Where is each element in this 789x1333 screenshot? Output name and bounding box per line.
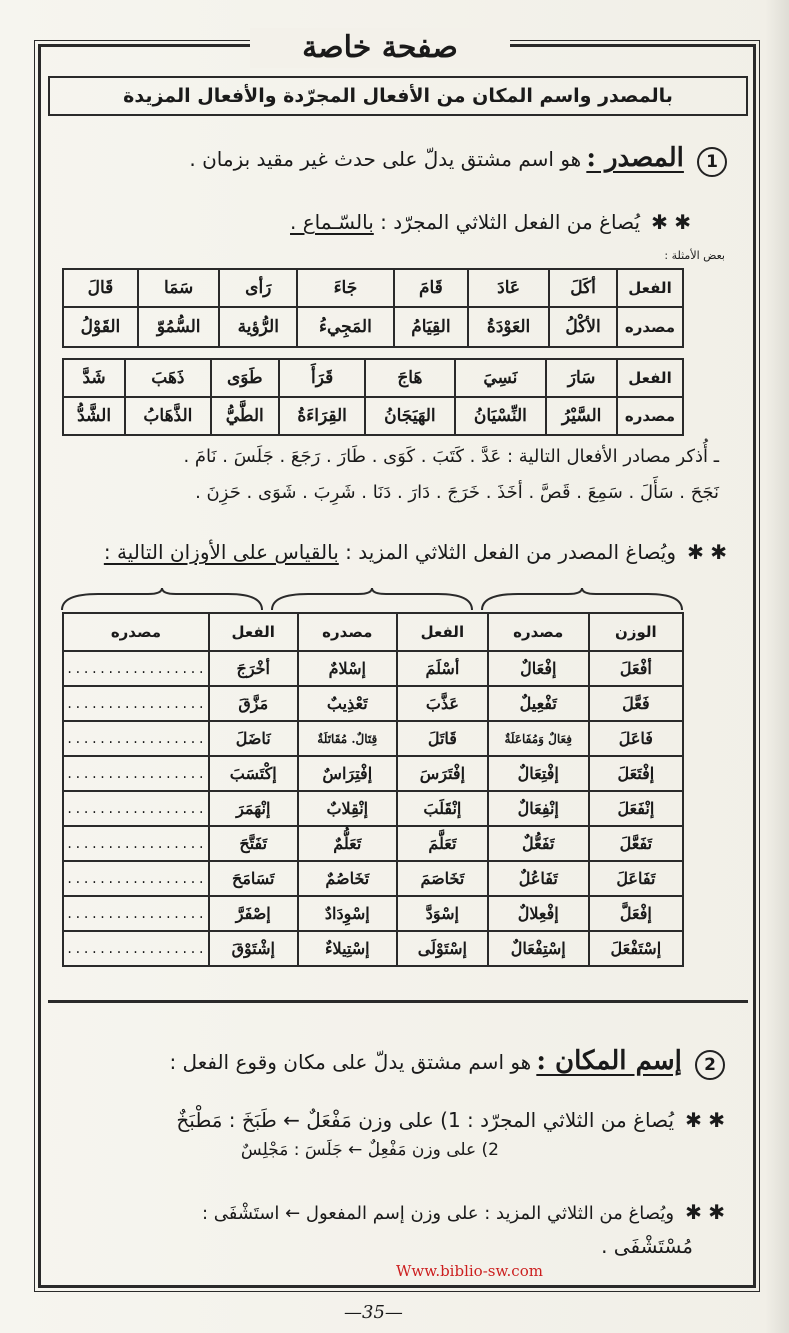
table-cell: الطَّيُّ [211,397,279,435]
table-cell: رَأى [219,269,297,307]
table-cell: شَدَّ [63,359,125,397]
table-row [63,721,683,756]
table-cell: عَادَ [468,269,549,307]
column-header: الوزن [589,613,683,651]
blank-answer-cell: ................. [63,686,209,721]
table-cell: القِرَاءَةُ [279,397,365,435]
table-cell: قَالَ [63,269,138,307]
watermark-url: Www.biblio-sw.com [396,1262,543,1280]
page-title: صفحة خاصة [250,28,510,68]
makan-definition: هو اسم مشتق يدلّ على مكان وقوع الفعل : [169,1050,532,1074]
table-cell: القِيَامُ [394,307,468,347]
masdar-heading [189,143,727,177]
masdar-rule-2 [104,540,727,564]
blank-answer-cell: ................. [63,931,209,966]
table-cell: إنْهَمَرَ [209,791,298,826]
section-number-2: 2 [695,1050,725,1080]
weight-cell: تَفَعَّلَ [589,826,683,861]
derived-masdar-table [62,612,684,967]
page-edge-shadow [765,0,789,1333]
masdar-rule-1 [290,210,691,234]
table-cell: طَوَى [211,359,279,397]
table-cell: هَاجَ [365,359,454,397]
table-row [63,826,683,861]
makan-rule-2-line-2: مُسْتَشْفَى . [601,1234,693,1258]
table-header-row [63,613,683,651]
table-cell: السَّيْرُ [546,397,617,435]
weight-cell: فَاعَلَ [589,721,683,756]
table-cell: نَسِيَ [455,359,547,397]
table-cell: إنْقِلابٌ [298,791,397,826]
examples-note: بعض الأمثلة : [664,249,725,262]
table-row [63,397,683,435]
table-cell: أسْلَمَ [397,651,488,686]
makan-rule-1-line-2: 2) على وزن مَفْعِلٌ ← جَلَسَ : مَجْلِسٌ [240,1140,499,1160]
table-cell: إفْتِعَالٌ [488,756,589,791]
row-label: مصدره [617,397,683,435]
table-cell: إفْعِلالٌ [488,896,589,931]
blank-answer-cell: ................. [63,826,209,861]
table-cell: قَاتَلَ [397,721,488,756]
makan-rule-1 [176,1108,725,1132]
table-cell: تَخَاصَمَ [397,861,488,896]
table-cell: المَجِيءُ [297,307,394,347]
weight-cell: إنْفَعَلَ [589,791,683,826]
masdar-term: المصدر : [586,143,684,173]
makan-rule-1-line-1: يُصاغ من الثلاثي المجرّد : 1) على وزن مَفْعَلٌ ← طَبَخَ : مَطْبَخٌ [176,1108,675,1132]
table-row [63,791,683,826]
table-cell: تَخَاصُمٌ [298,861,397,896]
stars-marker: ✱ ✱ [685,1200,725,1224]
page-subtitle: بالمصدر واسم المكان من الأفعال المجرّدة والأفعال المزيدة [48,76,748,116]
table-row [63,269,683,307]
table-cell: نَاضَلَ [209,721,298,756]
table-cell: الرُّؤية [219,307,297,347]
column-header: مصدره [298,613,397,651]
weight-cell: فَعَّلَ [589,686,683,721]
table-cell: إشْتَوْقَ [209,931,298,966]
table-cell: إفْعَالٌ [488,651,589,686]
table-cell: تَعَلُّمٌ [298,826,397,861]
section-number-1: 1 [697,147,727,177]
section-divider [48,1000,748,1003]
table-cell: تَعْذِيبٌ [298,686,397,721]
table-row [63,307,683,347]
stars-marker: ✱ ✱ [651,210,691,234]
blank-answer-cell: ................. [63,896,209,931]
row-label: الفعل [617,269,683,307]
masdar-rule-1-text: يُصاغ من الفعل الثلاثي المجرّد : [373,210,641,234]
table-cell: تَفَاعُلٌ [488,861,589,896]
table-cell: تَفْعِيلٌ [488,686,589,721]
blank-answer-cell: ................. [63,861,209,896]
table-cell: عَذَّبَ [397,686,488,721]
table-cell: الشَّدُّ [63,397,125,435]
table-cell: الهَيَجَانُ [365,397,454,435]
table-cell: إفْتِرَاسٌ [298,756,397,791]
table-cell: إسْتِيلاءٌ [298,931,397,966]
table-cell: تَفَعُّلٌ [488,826,589,861]
table-row [63,861,683,896]
masdar-rule-1-method: بالسّـماع . [290,210,374,234]
table-cell: القَوْلُ [63,307,138,347]
weight-cell: تَفَاعَلَ [589,861,683,896]
table-cell: سَمَا [138,269,220,307]
table-cell: إسْلامٌ [298,651,397,686]
table-row [63,359,683,397]
makan-term: إسم المكان : [536,1046,682,1076]
table-cell: الأكْلُ [549,307,617,347]
masdar-rule-2-text: ويُصاغ المصدر من الفعل الثلاثي المزيد : [338,540,677,564]
table-cell: إصْفَرَّ [209,896,298,931]
masdar-definition: هو اسم مشتق يدلّ على حدث غير مقيد بزمان . [189,147,582,171]
makan-rule-2 [202,1200,725,1224]
table-cell: الذَّهَابُ [125,397,210,435]
table-cell: سَارَ [546,359,617,397]
weight-cell: إسْتَفْعَلَ [589,931,683,966]
table-cell: أكَلَ [549,269,617,307]
table-cell: إسْتَوْلَى [397,931,488,966]
table-row [63,931,683,966]
exercise-line-2: نَجَحَ . سَأَلَ . سَمِعَ . قَصَّ . أخَذَ . خَرَجَ . دَارَ . دَنَا . شَرِبَ . شَوَى . حَزِنَ . [195,482,719,503]
masdar-table-1 [62,268,684,348]
table-cell: ذَهَبَ [125,359,210,397]
table-cell: إسْوِدَادٌ [298,896,397,931]
table-cell: العَوْدَةُ [468,307,549,347]
column-header: الفعل [397,613,488,651]
table-cell: تَفَتَّحَ [209,826,298,861]
stars-marker: ✱ ✱ [687,540,727,564]
page-number: —35— [344,1302,403,1323]
table-cell: تَعَلَّمَ [397,826,488,861]
stars-marker: ✱ ✱ [685,1108,725,1132]
column-header: مصدره [63,613,209,651]
table-cell: إنْقَلَبَ [397,791,488,826]
row-label: مصدره [617,307,683,347]
table-cell: النِّسْيَانُ [455,397,547,435]
grouping-braces [58,588,686,612]
blank-answer-cell: ................. [63,651,209,686]
table-cell: إنْفِعَالٌ [488,791,589,826]
table-row [63,686,683,721]
weight-cell: أفْعَلَ [589,651,683,686]
blank-answer-cell: ................. [63,721,209,756]
table-cell: السُّمُوّ [138,307,220,347]
weight-cell: إفْتَعَلَ [589,756,683,791]
table-row [63,651,683,686]
table-cell: قِتَالٌ. مُقَاتَلَةٌ [298,721,397,756]
table-cell: إفْتَرَسَ [397,756,488,791]
masdar-table-2 [62,358,684,436]
table-cell: قَامَ [394,269,468,307]
table-cell: إسْوَدَّ [397,896,488,931]
table-row [63,756,683,791]
table-cell: إسْتِفْعَالٌ [488,931,589,966]
blank-answer-cell: ................. [63,756,209,791]
table-row [63,896,683,931]
table-cell: أخْرَجَ [209,651,298,686]
table-cell: جَاءَ [297,269,394,307]
makan-rule-2-line-1: ويُصاغ من الثلاثي المزيد : على وزن إسم المفعول ← استَشْفَى : [201,1203,675,1224]
column-header: الفعل [209,613,298,651]
table-cell: تَسَامَحَ [209,861,298,896]
table-cell: إكْتَسَبَ [209,756,298,791]
table-cell: فِعَالٌ وَمُفَاعَلَةٌ [488,721,589,756]
column-header: مصدره [488,613,589,651]
table-cell: قَرَأَ [279,359,365,397]
masdar-rule-2-method: بالقياس على الأوزان التالية : [103,540,339,564]
blank-answer-cell: ................. [63,791,209,826]
makan-heading [169,1046,725,1080]
exercise-line-1: ـ أُذكر مصادر الأفعال التالية : عَدَّ . كَتَبَ . كَوَى . طَارَ . رَجَعَ . جَلَسَ . نَامَ . [183,446,719,467]
table-cell: مَزَّقَ [209,686,298,721]
row-label: الفعل [617,359,683,397]
weight-cell: إفْعَلَّ [589,896,683,931]
